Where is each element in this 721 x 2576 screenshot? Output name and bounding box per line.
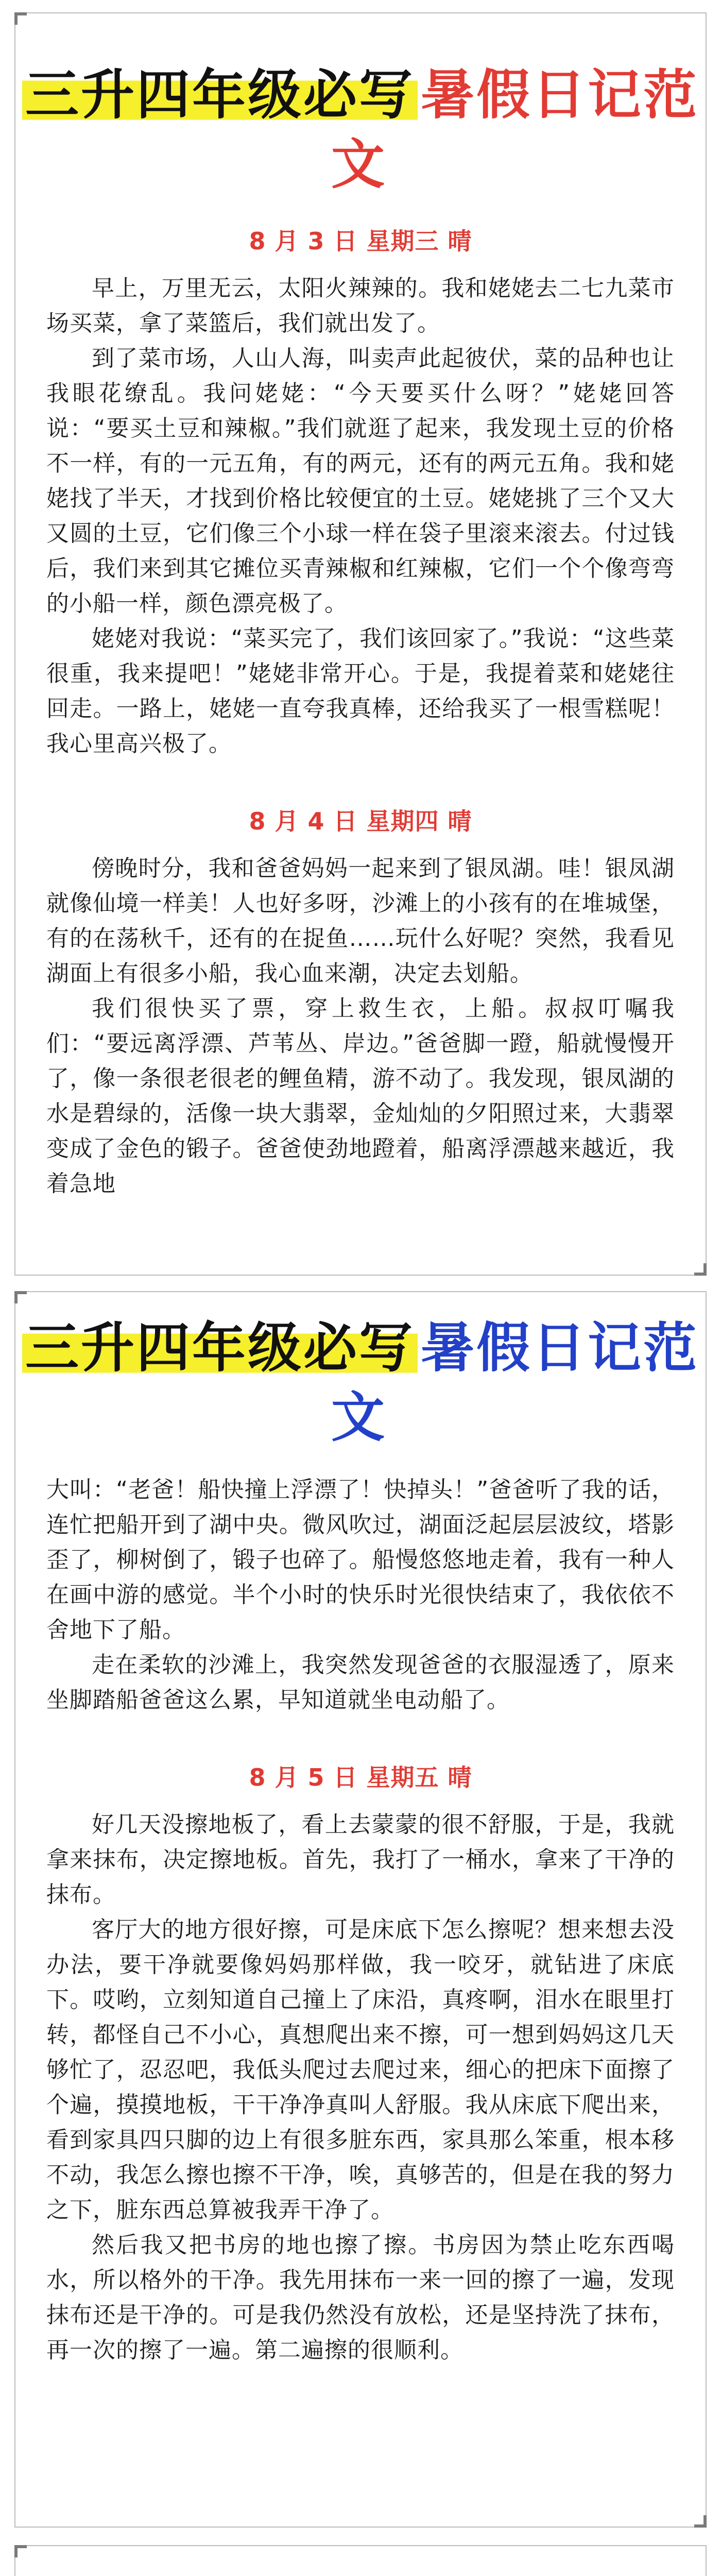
continued-paragraph: 走在柔软的沙滩上，我突然发现爸爸的衣服湿透了，原来坐脚踏船爸爸这么累，早知道就坐电动船了。: [46, 1652, 675, 1714]
entry-date: 8 月 5 日 星期五 晴: [249, 1764, 472, 1792]
diary-page-2: [14, 1291, 707, 2528]
banner-colored-text: 暑假日记范文: [331, 1316, 699, 1449]
diary-page-3: [14, 2545, 707, 2576]
entry-paragraph: 然后我又把书房的地也擦了擦。书房因为禁止吃东西喝水，所以格外的干净。我先用抹布一来一回的擦了一遍，发现抹布还是干净的。可是我仍然没有放松，还是坚持洗了抹布，再一次的擦了一遍。第二遍擦的很顺利。: [46, 2232, 675, 2364]
banner-highlight-text: 三升四年级必写: [22, 63, 418, 126]
banner-colored-text: 暑假日记范文: [331, 63, 699, 196]
page-banner: [15, 1313, 706, 1452]
entry-paragraph: 姥姥对我说：“菜买完了，我们该回家了。”我说：“这些菜很重，我来提吧！”姥姥非常开心。于是，我提着菜和姥姥往回走。一路上，姥姥一直夸我真棒，还给我买了一根雪糕呢！我心里高兴极了。: [46, 625, 675, 757]
entry-paragraph: 傍晚时分，我和爸爸妈妈一起来到了银凤湖。哇！银凤湖就像仙境一样美！人也好多呀，沙滩上的小孩有的在堆城堡，有的在荡秋千，还有的在捉鱼……玩什么好呢？突然，我看见湖面上有很多小船，我心血来潮，决定去划船。: [46, 855, 675, 987]
entry-date: 8 月 4 日 星期四 晴: [249, 807, 472, 836]
continued-paragraph: 大叫：“老爸！船快撞上浮漂了！快掉头！”爸爸听了我的话，连忙把船开到了湖中央。微风吹过，湖面泛起层层波纹，塔影歪了，柳树倒了，锻子也碎了。船慢悠悠地走着，我有一种人在画中游的感觉。半个小时的快乐时光很快结束了，我依依不舍地下了船。: [46, 1477, 675, 1643]
diary-page-1: [14, 12, 707, 1276]
entry-date: 8 月 3 日 星期三 晴: [249, 227, 472, 256]
entry-paragraph: 我们很快买了票，穿上救生衣，上船。叔叔叮嘱我们：“要远离浮漂、芦苇丛、岸边。”爸爸脚一蹬，船就慢慢开了，像一条很老很老的鲤鱼精，游不动了。我发现，银凤湖的水是碧绿的，活像一块大翡翠，金灿灿的夕阳照过来，大翡翠变成了金色的锻子。爸爸使劲地蹬着，船离浮漂越来越近，我着急地: [46, 995, 675, 1197]
entry-paragraph: 早上，万里无云，太阳火辣辣的。我和姥姥去二七九菜市场买菜，拿了菜篮后，我们就出发了。: [46, 275, 675, 337]
entry-paragraph: 到了菜市场，人山人海，叫卖声此起彼伏，菜的品种也让我眼花缭乱。我问姥姥：“今天要买什么呀？”姥姥回答说：“要买土豆和辣椒。”我们就逛了起来，我发现土豆的价格不一样，有的一元五角，有的两元，还有的两元五角。我和姥姥找了半天，才找到价格比较便宜的土豆。姥姥挑了三个又大又圆的土豆，它们像三个小球一样在袋子里滚来滚去。付过钱后，我们来到其它摊位买青辣椒和红辣椒，它们一个个像弯弯的小船一样，颜色漂亮极了。: [46, 345, 675, 617]
entry-paragraph: 好几天没擦地板了，看上去蒙蒙的很不舒服，于是，我就拿来抹布，决定擦地板。首先，我打了一桶水，拿来了干净的抹布。: [46, 1811, 675, 1908]
page-banner: [15, 60, 706, 199]
entry-paragraph: 客厅大的地方很好擦，可是床底下怎么擦呢？想来想去没办法，要干净就要像妈妈那样做，我一咬牙，就钻进了床底下。哎哟，立刻知道自己撞上了床沿，真疼啊，泪水在眼里打转，都怪自己不小心，真想爬出来不擦，可一想到妈妈这几天够忙了，忍忍吧，我低头爬过去爬过来，细心的把床下面擦了个遍，摸摸地板，干干净净真叫人舒服。我从床底下爬出来，看到家具四只脚的边上有很多脏东西，家具那么笨重，根本移不动，我怎么擦也擦不干净，唉，真够苦的，但是在我的努力之下，脏东西总算被我弄干净了。: [46, 1917, 675, 2224]
banner-highlight-text: 三升四年级必写: [22, 1316, 418, 1379]
